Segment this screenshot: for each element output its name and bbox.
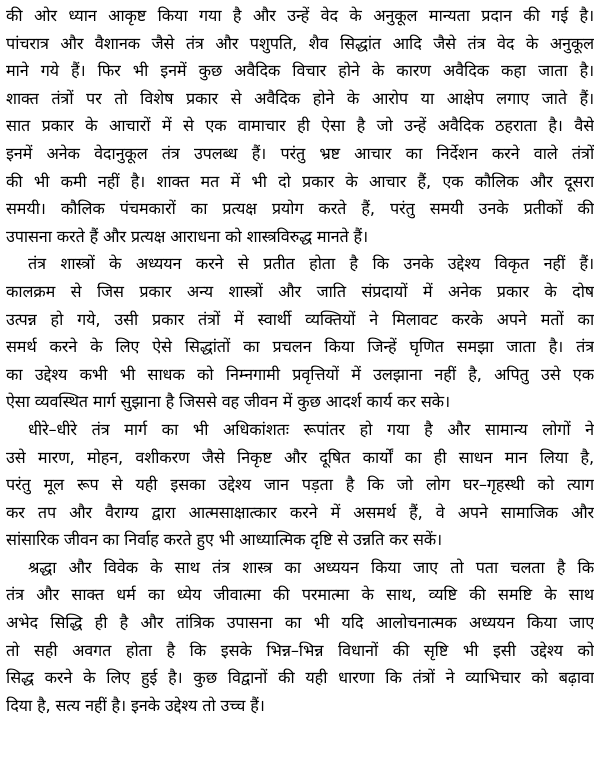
text-line: परंतु मूल रूप से यही इसका उद्देश्य जान पड़ता है कि जो लोग घर–गृहस्थी को त्याग: [6, 475, 594, 495]
text-line: तो सही अवगत होता है कि इसके भिन्न–भिन्न विधानों की सृष्टि भी इसी उद्देश्य को: [6, 640, 594, 660]
text-line: कर तप और वैराग्य द्वारा आत्मसाक्षात्कार करने में असमर्थ हैं, वे अपने सामाजिक और: [6, 502, 594, 522]
text-line: श्रद्धा और विवेक के साथ तंत्र शास्त्र का अध्ययन किया जाए तो पता चलता है कि: [28, 557, 594, 577]
text-line: सिद्ध करने के लिए हुई है। कुछ विद्वानों की यही धारणा कि तंत्रों ने व्याभिचार को बढ़ावा: [6, 668, 594, 688]
paragraph-1: [6, 2, 594, 250]
text-line: माने गये हैं। फिर भी इनमें कुछ अवैदिक विचार होने के कारण अवैदिक कहा जाता है।: [6, 61, 594, 81]
text-line: दिया है, सत्य नहीं है। इनके उद्देश्य तो उच्च हैं।: [6, 695, 265, 715]
text-line: की ओर ध्यान आकृष्ट किया गया है और उन्हें वेद के अनुकूल मान्यता प्रदान की गई है।: [6, 6, 594, 25]
paragraph-2: [6, 250, 594, 416]
text-line: तंत्र शास्त्रों के अध्ययन करने से प्रतीत होता है कि उनके उद्देश्य विकृत नहीं हैं।: [28, 254, 594, 274]
text-line: की भी कमी नहीं है। शाक्त मत में भी दो प्रकार के आचार हैं, एक कौलिक और दूसरा: [6, 171, 594, 191]
text-line: पांचरात्र और वैशानक जैसे तंत्र और पशुपति, शैव सिद्धांत आदि जैसे तंत्र वेद के अनुकूल: [6, 33, 594, 53]
text-line: सांसारिक जीवन का निर्वाह करते हुए भी आध्यात्मिक दृष्टि से उन्नति कर सकें।: [6, 530, 443, 550]
text-line: अभेद सिद्धि ही है और तांत्रिक उपासना का भी यदि आलोचनात्मक अध्ययन किया जाए: [6, 613, 594, 633]
text-line: इनमें अनेक वेदानुकूल तंत्र उपलब्ध हैं। परंतु भ्रष्ट आचार का निर्देशन करने वाले तंत्रों: [6, 143, 594, 163]
text-line: सात प्रकार के आचारों में से एक वामाचार ही ऐसा है जो उन्हें अवैदिक ठहराता है। वैसे: [6, 116, 594, 136]
text-line: उत्पन्न हो गये, उसी प्रकार तंत्रों में स्वार्थी व्यक्तियों ने मिलावट करके अपने मतों का: [6, 309, 594, 329]
paragraph-4: [6, 554, 594, 720]
text-line: समर्थ करने के लिए ऐसे सिद्धांतों का प्रचलन किया जिन्हें घृणित समझा जाता है। तंत्र: [6, 337, 594, 357]
text-line: का उद्देश्य कभी भी साधक को निम्नगामी प्रवृत्तियों में उलझाना नहीं है, अपितु उसे एक: [6, 364, 594, 384]
text-line: उपासना करते हैं और प्रत्यक्ष आराधना को शास्त्रविरुद्ध मानते हैं।: [6, 226, 368, 246]
text-line: कालक्रम से जिस प्रकार अन्य शास्त्रों और जाति संप्रदायों में अनेक प्रकार के दोष: [6, 281, 594, 301]
text-line: तंत्र और साक्त धर्म का ध्येय जीवात्मा की परमात्मा के साथ, व्यष्टि की समष्टि के साथ: [6, 585, 594, 605]
text-line: समयी। कौलिक पंचमकारों का प्रत्यक्ष प्रयोग करते हैं, परंतु समयी उनके प्रतीकों की: [6, 199, 594, 219]
text-line: उसे मारण, मोहन, वशीकरण जैसे निकृष्ट और दूषित कार्यों का ही साधन मान लिया है,: [6, 447, 594, 467]
text-line: ऐसा व्यवस्थित मार्ग सुझाना है जिससे वह जीवन में कुछ आदर्श कार्य कर सके।: [6, 392, 450, 412]
text-line: धीरे–धीरे तंत्र मार्ग का भी अधिकांशतः रूपांतर हो गया है और सामान्य लोगों ने: [28, 419, 594, 439]
text-line: शाक्त तंत्रों पर तो विशेष प्रकार से अवैदिक होने के आरोप या आक्षेप लगाए जाते हैं।: [6, 88, 594, 108]
paragraph-3: [6, 416, 594, 554]
